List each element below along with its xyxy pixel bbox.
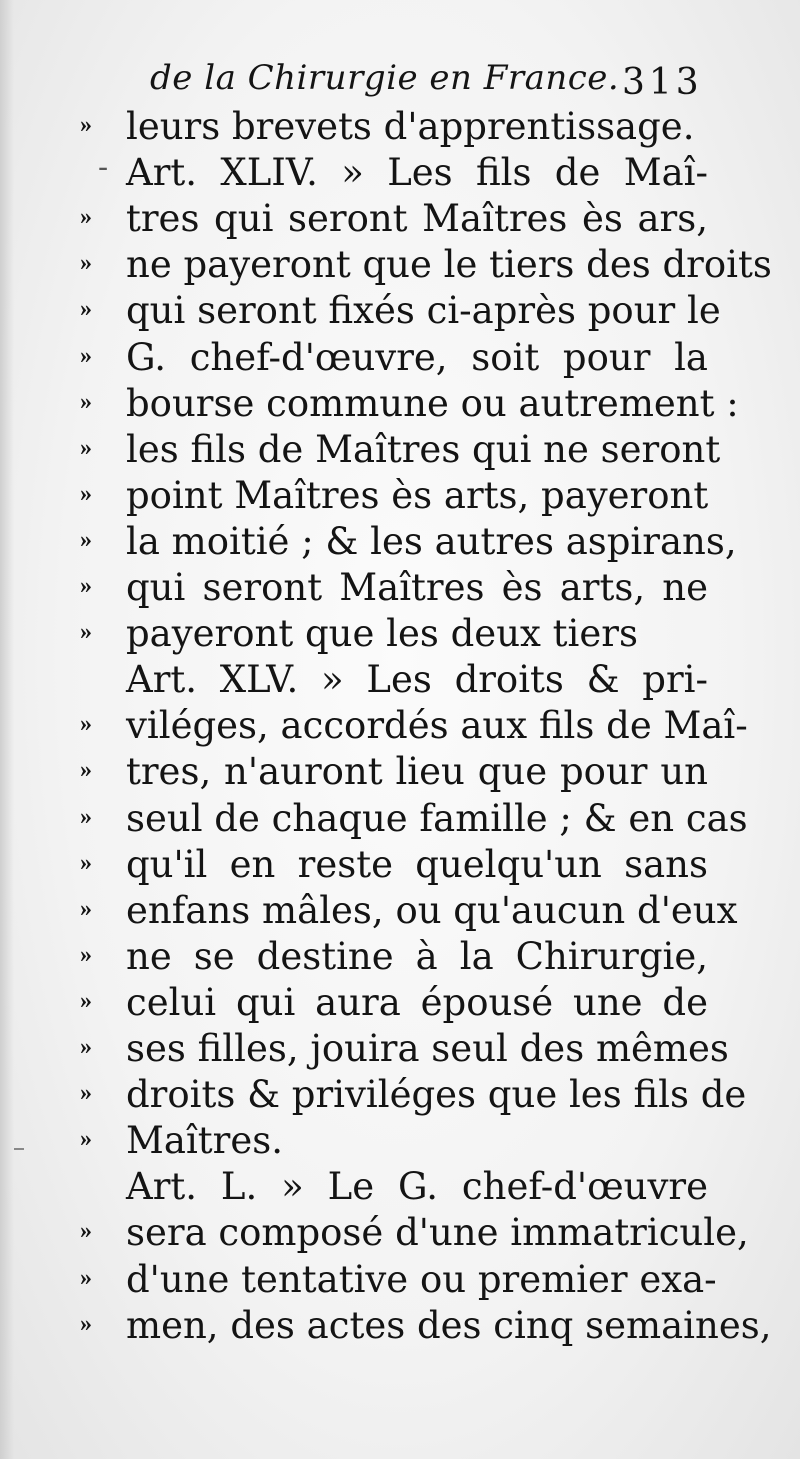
line-text: ne payeront que le tiers des droits bbox=[126, 243, 772, 287]
quotation-mark: » bbox=[80, 895, 89, 922]
line-text: G. chef-d'œuvre, soit pour la bbox=[126, 335, 708, 379]
line-text: point Maîtres ès arts, payeront bbox=[126, 473, 709, 517]
line-text: les fils de Maîtres qui ne seront bbox=[126, 427, 721, 471]
line-text: d'une tentative ou premier exa- bbox=[126, 1257, 717, 1301]
line-text: tres qui seront Maîtres ès ars, bbox=[126, 197, 708, 241]
quotation-mark: » bbox=[80, 1218, 89, 1245]
line-text: ne se destine à la Chirurgie, bbox=[126, 934, 708, 978]
line-text: la moitié ; & les autres aspirans, bbox=[126, 519, 737, 563]
page-gutter-shadow bbox=[0, 0, 14, 1459]
quotation-mark: » bbox=[80, 112, 89, 138]
line-text: ses filles, jouira seul des mêmes bbox=[126, 1027, 729, 1070]
quotation-mark: » bbox=[80, 296, 89, 323]
quotation-mark: » bbox=[80, 204, 89, 231]
line-text: Art. L. » Le G. chef-d'œuvre bbox=[126, 1165, 708, 1209]
line-text: leurs brevets d'apprentissage. bbox=[126, 105, 695, 148]
quotation-mark: » bbox=[80, 1034, 89, 1060]
quotation-mark: » bbox=[80, 711, 89, 738]
line-text: Art. XLV. » Les droits & pri- bbox=[126, 658, 708, 702]
line-text: viléges, accordés aux fils de Maî- bbox=[126, 704, 748, 748]
quotation-mark: » bbox=[80, 526, 89, 553]
line-text: celui qui aura épousé une de bbox=[126, 980, 708, 1024]
quotation-mark: » bbox=[80, 250, 89, 277]
line-text: enfans mâles, ou qu'aucun d'eux bbox=[126, 888, 738, 932]
quotation-mark: » bbox=[80, 1126, 89, 1153]
quotation-mark: » bbox=[80, 619, 89, 646]
quotation-mark: » bbox=[80, 1264, 89, 1291]
line-text: qui seront fixés ci-après pour le bbox=[126, 289, 721, 333]
margin-speck bbox=[14, 1148, 24, 1150]
line-text: bourse commune ou autrement : bbox=[126, 381, 739, 425]
quotation-mark: » bbox=[80, 1310, 89, 1337]
quotation-mark: » bbox=[80, 987, 89, 1014]
quotation-mark: » bbox=[80, 941, 89, 968]
line-text: Art. XLIV. » Les fils de Maî- bbox=[126, 151, 708, 195]
quotation-mark: » bbox=[80, 803, 89, 830]
line-text: droits & priviléges que les fils de bbox=[126, 1073, 747, 1117]
stray-mark: - bbox=[98, 150, 109, 186]
running-head: de la Chirurgie en France. bbox=[150, 58, 620, 98]
quotation-mark: » bbox=[80, 434, 89, 461]
line-text: qui seront Maîtres ès arts, ne bbox=[126, 566, 708, 609]
page-number: 313 bbox=[622, 62, 703, 103]
line-text: Maîtres. bbox=[126, 1119, 283, 1163]
line-text: men, des actes des cinq semaines, bbox=[126, 1303, 772, 1347]
line-text: qu'il en reste quelqu'un sans bbox=[126, 842, 708, 886]
line-text: seul de chaque famille ; & en cas bbox=[126, 796, 748, 840]
line-text: sera composé d'une immatricule, bbox=[126, 1211, 749, 1255]
quotation-mark: » bbox=[80, 757, 89, 784]
quotation-mark: » bbox=[80, 388, 89, 415]
quotation-mark: » bbox=[80, 480, 89, 507]
quotation-mark: » bbox=[80, 573, 89, 599]
quotation-mark: » bbox=[80, 342, 89, 369]
line-text: tres, n'auront lieu que pour un bbox=[126, 750, 708, 794]
line-text: payeront que les deux tiers bbox=[126, 612, 638, 656]
quotation-mark: » bbox=[80, 1080, 89, 1107]
quotation-mark: » bbox=[80, 849, 89, 876]
